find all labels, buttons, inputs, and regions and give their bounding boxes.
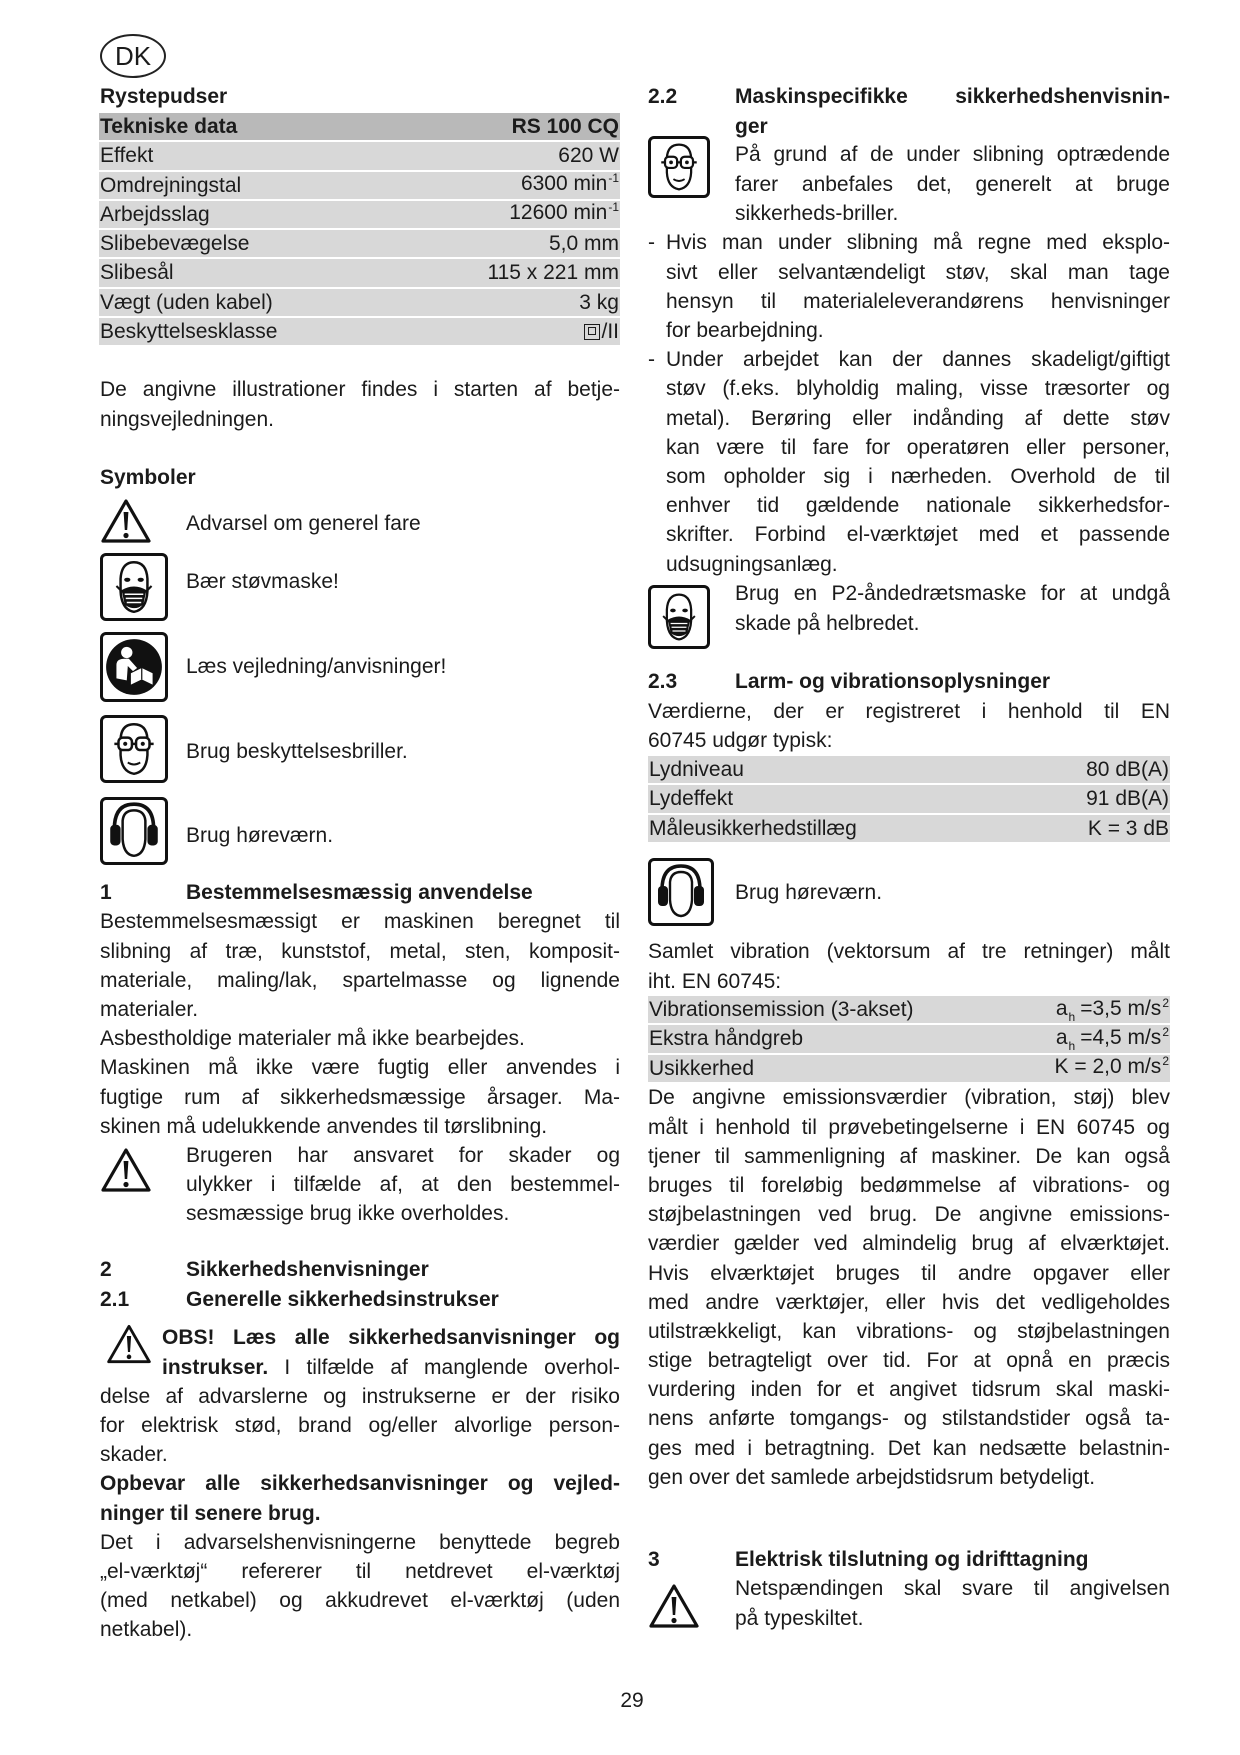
text-line: netkabel). [100,1618,193,1642]
text-line: Under arbejdet kan der dannes skadeligt/giftigt [666,348,1170,372]
mask-text [735,579,1170,637]
text-line: ningsvejledningen. [100,407,274,431]
text-line: gen over det samlede arbejdstidsrum betydeligt. [648,1465,1096,1489]
mains-voltage-text [735,1574,1170,1632]
table-row [648,756,1170,783]
section-1-body [100,907,620,1141]
text-line: vurdering inden for et angivet tidsrum skal maski- [648,1378,1170,1402]
symbol-text: Brug høreværn. [186,824,334,848]
text-line: Hvis man under slibning må regne med eksplo- [666,231,1170,255]
section-number: 2.1 [100,1287,130,1311]
section-title: Sikkerhedshenvisninger [186,1258,429,1282]
spec-label: Slibesål [100,261,174,285]
text-line: Brugeren har ansvaret for skader og [186,1144,620,1167]
text-line: med andre værktøjer, eller hvis det vedligeholdes [648,1290,1170,1314]
specs-header-label: Tekniske data [100,115,238,138]
specs-header-value: RS 100 CQ [511,115,619,138]
spec-label: Effekt [100,144,154,168]
list-bullet: - [648,348,655,372]
table-row [99,142,620,169]
protection-class-ii-icon [584,324,600,340]
spec-value: 3 kg [579,290,619,314]
section-number: 2 [100,1258,112,1282]
noise-label: Måleusikkerhedstillæg [649,816,857,840]
spec-value: /II [584,318,619,345]
text-line: materiale, maling/lak, spartelmasse og lignende [100,968,620,992]
read-manual-icon [100,632,168,702]
noise-value: K = 3 dB [1087,816,1169,840]
text-line: ges med i betragtning. Det kan nedsætte belastnin- [648,1436,1170,1460]
warning-icon [100,1146,152,1194]
text-line: skader. [100,1443,168,1467]
list-item [666,345,1170,579]
text-line: (med netkabel) og akkudrevet el-værktøj (uden [100,1589,620,1613]
spec-value: 115 x 221 mm [487,261,619,285]
table-row [648,815,1170,842]
specs-header-row [99,113,620,140]
table-row [99,289,620,316]
text-line: målt i henhold til prøvebetingelserne i EN 60745 og [648,1115,1170,1139]
text-line: støv (f.eks. blyholdig maling, visse træsorter og [666,377,1170,401]
spec-label: Omdrejningstal [100,173,242,197]
vibration-intro [648,937,1170,995]
text-line: delse af advarslerne og instrukserne er der risiko [100,1384,620,1408]
text-line: materialer. [100,997,199,1021]
text-line: enhver tid gældende nationale sikkerhedsfor- [666,494,1170,518]
language-badge: DK [100,34,166,78]
emission-paragraph [648,1083,1170,1492]
text-line: Maskinspecifikke sikkerhedshenvisnin- [735,85,1170,109]
symbol-text: Bær støvmaske! [186,570,339,594]
ear-protection-icon [648,858,714,926]
table-row [648,1025,1170,1052]
section-1-warning [186,1141,620,1229]
warning-icon [648,1582,700,1630]
vibration-label: Usikkerhed [649,1056,755,1080]
vibration-label: Ekstra håndgreb [649,1027,804,1051]
text-line: iht. EN 60745: [648,969,782,993]
noise-value: 91 dB(A) [1086,787,1169,811]
table-row [99,318,620,345]
text-line: værdier gælder ved almindelig brug af elværktøjet. [648,1232,1170,1256]
section-title: Bestemmelsesmæssig anvendelse [186,881,533,905]
text-line: som opholder sig i nærheden. Overhold de til [666,464,1170,488]
text-line: ger [735,114,768,138]
text-line: Samlet vibration (vektorsum af tre retninger) målt [648,940,1170,964]
text-line: tjener til sammenligning af maskiner. De kan også [648,1144,1170,1168]
text-line: Brug en P2-åndedrætsmaske for at undgå [735,582,1170,606]
spec-value: 6300 $\min^{-1}$ [520,171,619,196]
table-row [648,1055,1170,1082]
noise-label: Lydniveau [649,758,744,781]
noise-value: 80 dB(A) [1086,758,1169,781]
general-warning-body [100,1382,620,1645]
text-line: skinen må udelukkende anvendes til tørslibning. [100,1114,548,1138]
illustrations-note [100,375,620,433]
text-line: Hvis elværktøjet bruges til andre opgaver eller [648,1261,1170,1285]
text-line: for elektrisk stød, brand og/eller alvorlige person- [100,1413,620,1437]
text-line: På grund af de under slibning optrædende [735,143,1170,167]
section-title: Generelle sikkerhedsinstrukser [186,1287,499,1311]
specs-table [99,113,620,347]
text-line: Det i advarselshenvisningerne benyttede begreb [100,1530,620,1554]
safety-goggles-icon [648,136,710,198]
spec-value: 12600 $\min^{-1}$ [509,200,619,225]
symbol-text: Advarsel om generel fare [186,512,421,536]
text-line: De angivne emissionsværdier (vibration, støj) blev [648,1086,1170,1110]
page-number: 29 [620,1689,644,1712]
text-line: på typeskiltet. [735,1606,864,1630]
vibration-value: K = 2,0 $m/s^2$ [1054,1054,1169,1079]
spec-value: 620 W [558,144,619,168]
ear-protection-icon [100,797,168,865]
text-line: kan være til fare for operatøren eller personer, [666,435,1170,459]
noise-intro [648,697,1170,755]
text-line: Asbestholdige materialer må ikke bearbejdes. [100,1027,525,1051]
goggles-text [735,140,1170,228]
text-line: udsugningsanlæg. [666,552,838,576]
spec-label: Arbejdsslag [100,202,210,226]
table-row [648,996,1170,1023]
spec-label: Vægt (uden kabel) [100,290,273,314]
text-line: slibning af træ, kunststof, metal, sten, komposit- [100,939,620,963]
symbols-title: Symboler [100,466,196,490]
text-line: hensyn til materialeleverandørens henvisninger [666,289,1170,313]
text-line: OBS! Læs alle sikkerhedsanvisninger og [162,1326,620,1350]
section-title: Elektrisk tilslutning og idrifttagning [735,1548,1089,1572]
text-line: sesmæssige brug ikke overholdes. [186,1202,510,1226]
table-row [99,259,620,286]
warning-icon [106,1322,152,1366]
noise-label: Lydeffekt [649,787,734,811]
text-line: stige betragteligt over tid. For at opnå en præcis [648,1349,1170,1373]
text-line: skrifter. Forbind el-værktøjet med et passende [666,523,1170,547]
text-line: „el-værktøj“ refererer til netdrevet el-værktøj [100,1559,620,1583]
text-line: utilstrækkeligt, kan vibrations- og støjbelastningen [648,1319,1170,1343]
text-line: farer anbefales det, generelt at bruge [735,172,1170,196]
table-row [99,172,620,199]
text-line: ninger til senere brug. [100,1501,321,1525]
text-line: Bestemmelsesmæssigt er maskinen beregnet til [100,910,620,934]
text-line: skade på helbredet. [735,611,920,635]
list-bullet: - [648,231,655,255]
section-title [735,82,1170,140]
text-line: bruges til foreløbig bedømmelse af vibrations- og [648,1173,1170,1197]
spec-value: 5,0 mm [548,232,619,256]
ear-protection-text: Brug høreværn. [735,881,883,905]
noise-table [648,756,1170,844]
text-line: sivt eller selvantændeligt støv, skal man tage [666,260,1170,284]
section-number: 3 [648,1548,660,1572]
section-title: Larm- og vibrationsoplysninger [735,670,1051,694]
dust-mask-icon [648,585,710,649]
warning-icon [100,497,152,545]
vibration-value: $a_h =4,5$ $m/s^2$ [1055,1024,1169,1053]
symbol-text: Brug beskyttelsesbriller. [186,740,408,764]
text-line: sikkerheds-briller. [735,201,899,225]
vibration-value: $a_h =3,5$ $m/s^2$ [1055,995,1169,1024]
text-line: ulykker i tilfælde af, at den bestemmel- [186,1173,620,1197]
table-row [99,201,620,228]
vibration-table [648,996,1170,1084]
section-number: 2.3 [648,670,678,694]
table-row [648,785,1170,812]
vibration-label: Vibrationsemission (3-akset) [649,998,914,1021]
text-line: Værdierne, der er registreret i henhold til EN [648,699,1170,723]
section-number: 1 [100,881,112,905]
dust-mask-icon [100,553,168,621]
text-line: De angivne illustrationer findes i starten af betje- [100,378,620,402]
section-number: 2.2 [648,85,678,109]
spec-label: Slibebevægelse [100,232,250,256]
text-line: for bearbejdning. [666,318,824,342]
text-line: Opbevar alle sikkerhedsanvisninger og vejled- [100,1472,620,1496]
text-line: instrukser. I tilfælde af manglende overhol- [162,1355,620,1379]
text-line: metal). Berøring eller indånding af dette støv [666,406,1170,430]
text-line: nens anførte tomgangs- og stilstandstider også ta- [648,1407,1170,1431]
safety-goggles-icon [100,715,168,783]
text-line: Maskinen må ikke være fugtig eller anvendes i [100,1056,620,1080]
list-item [666,228,1170,345]
product-title: Rystepudser [100,85,228,109]
text-line: støjbelastningen ved brug. De angivne emissions- [648,1203,1170,1227]
symbol-text: Læs vejledning/anvisninger! [186,655,447,679]
table-row [99,230,620,257]
general-warning-lead [162,1323,620,1381]
spec-label: Beskyttelsesklasse [100,320,278,344]
text-line: Netspændingen skal svare til angivelsen [735,1577,1170,1601]
text-line: 60745 udgør typisk: [648,728,833,752]
text-line: fugtige rum af sikkerhedsmæssige årsager. Ma- [100,1085,620,1109]
